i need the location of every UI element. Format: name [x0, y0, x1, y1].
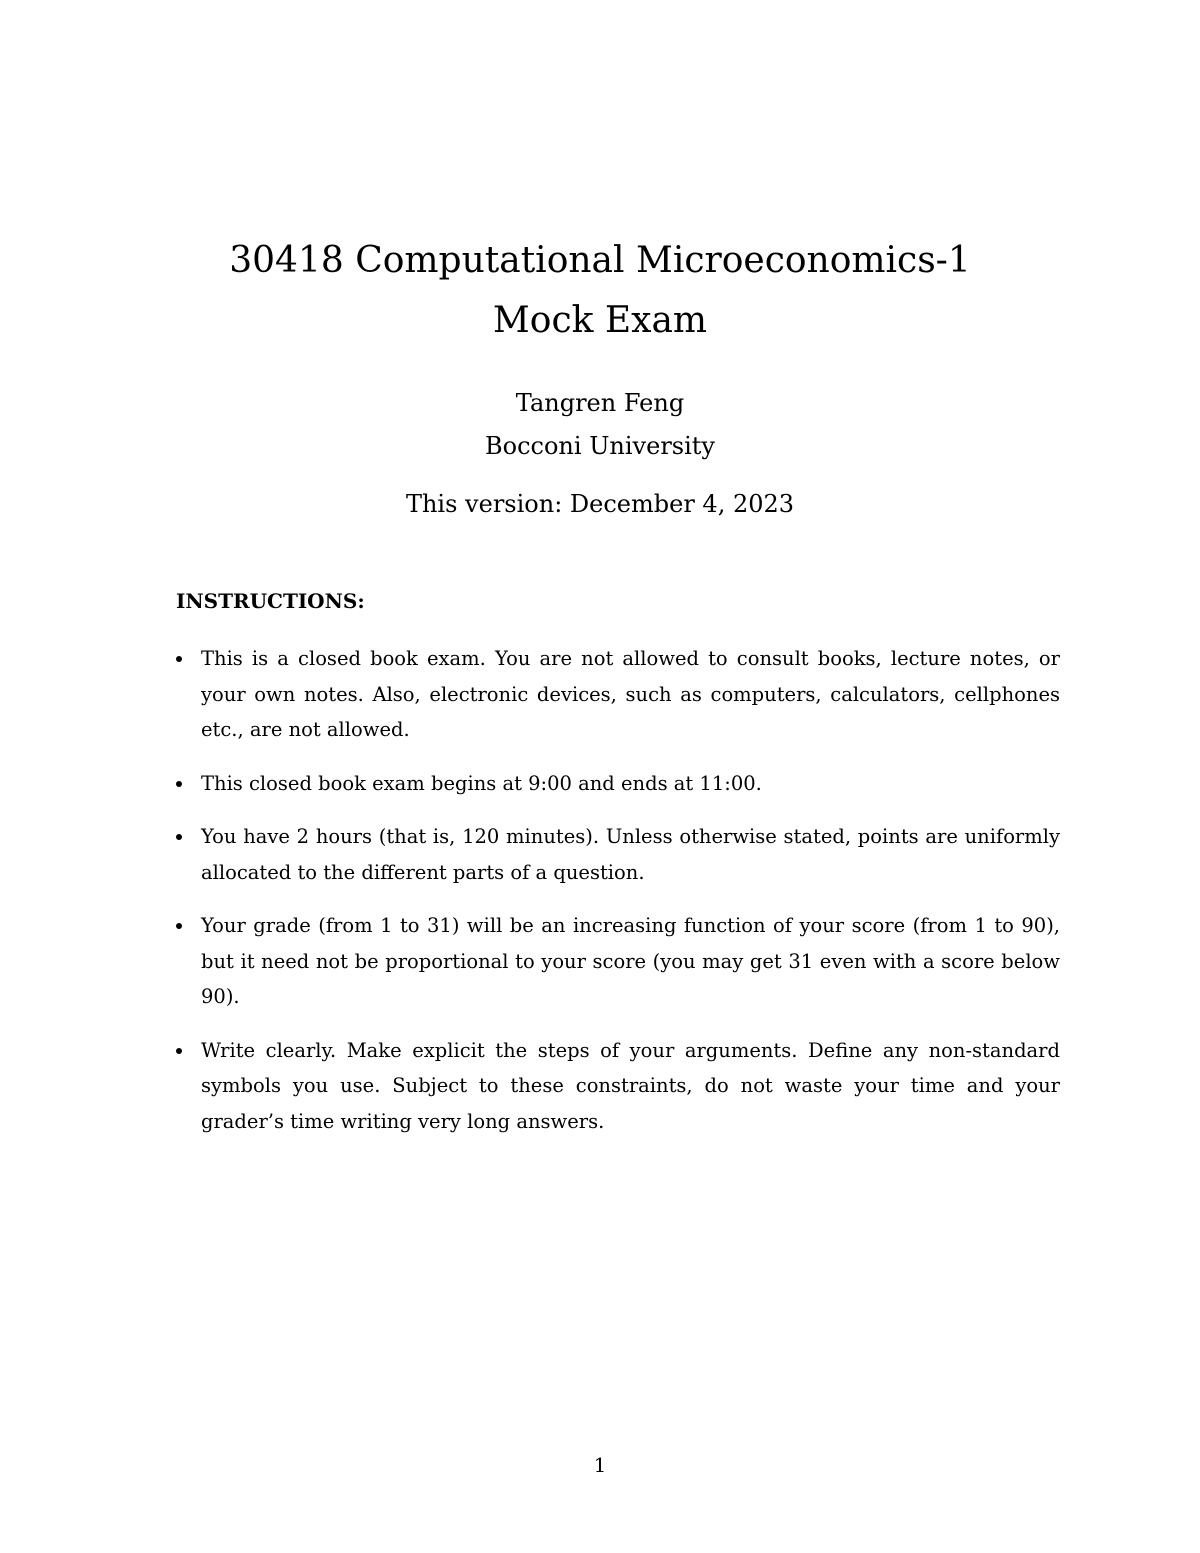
instruction-item [176, 819, 1060, 890]
instructions-heading: INSTRUCTIONS: [176, 589, 365, 613]
instruction-text: This closed book exam begins at 9:00 and ends at 11:00. [201, 771, 762, 795]
version-date: This version: December 4, 2023 [405, 490, 795, 518]
instruction-text: This is a closed book exam. You are not allowed to consult books, lecture notes, or your own notes. Also, electronic devices, such as computers, calculators, cellphones etc., are not allowed. [201, 647, 1060, 741]
bullet-icon [176, 781, 182, 787]
instruction-text: You have 2 hours (that is, 120 minutes). Unless otherwise stated, points are uniformly allocated to the different parts of a question. [201, 825, 1060, 884]
instruction-text: Your grade (from 1 to 31) will be an increasing function of your score (from 1 to 90), but it need not be proportional to your score (you may get 31 even with a score below 90). [201, 914, 1060, 1008]
bullet-icon [176, 834, 182, 840]
instruction-item [176, 766, 1060, 802]
bullet-icon [176, 1048, 182, 1054]
bullet-icon [176, 656, 182, 662]
instruction-item [176, 908, 1060, 1015]
exam-subtitle: Mock Exam [492, 300, 708, 341]
exam-title: 30418 Computational Microeconomics-1 [229, 240, 971, 281]
instruction-item [176, 641, 1060, 748]
author-name: Tangren Feng [515, 389, 685, 417]
instructions-list [176, 641, 1060, 1157]
instruction-item [176, 1033, 1060, 1140]
page-number: 1 [593, 1453, 607, 1477]
institution-name: Bocconi University [485, 432, 715, 460]
instruction-text: Write clearly. Make explicit the steps of your arguments. Define any non-standard symbols you use. Subject to these constraints, do not waste your time and your grader’s time writing very long answers. [201, 1038, 1060, 1133]
bullet-icon [176, 923, 182, 929]
